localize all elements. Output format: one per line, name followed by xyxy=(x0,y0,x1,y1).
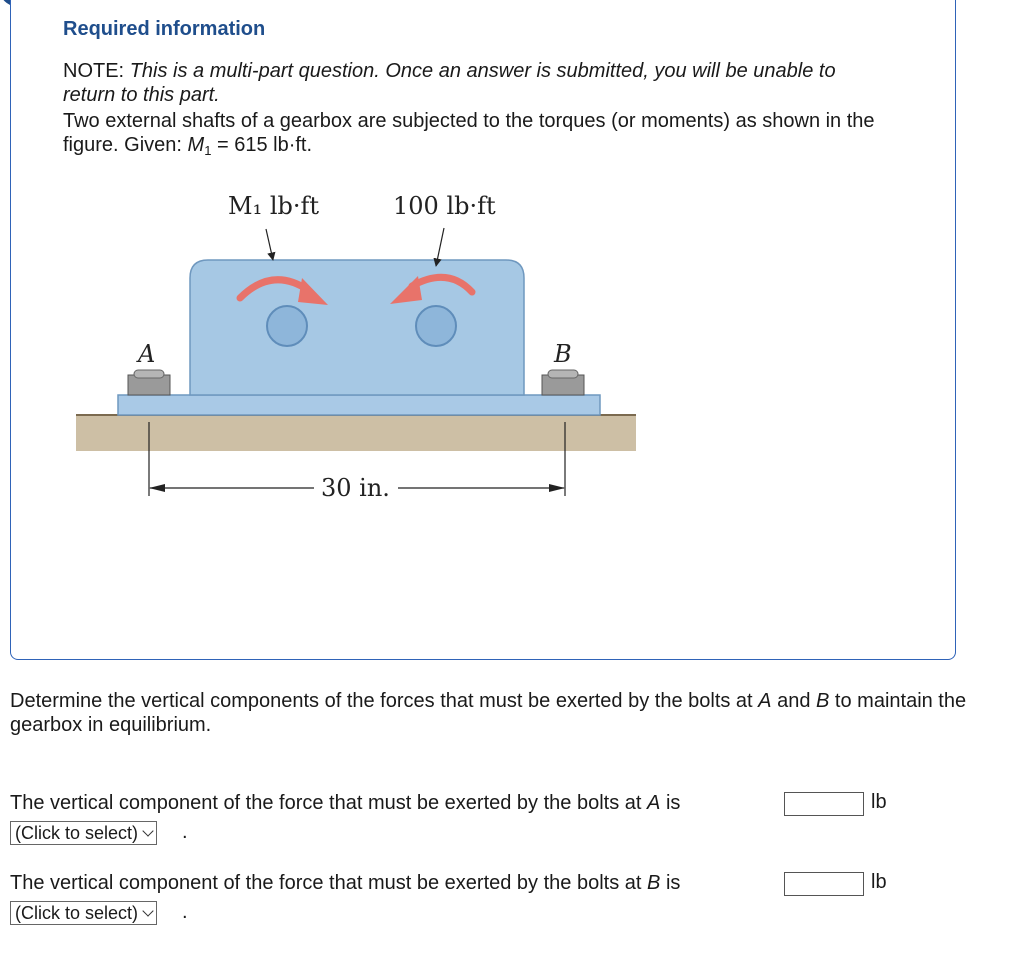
leader-m1 xyxy=(266,229,273,260)
answer-b-var: B xyxy=(647,872,661,894)
answer-b-input[interactable] xyxy=(784,872,864,896)
question-var-a: A xyxy=(758,690,772,712)
label-m1: M₁ lb·ft xyxy=(228,192,320,220)
bolt-b xyxy=(542,370,584,395)
shaft-right xyxy=(416,306,456,346)
given-subscript: 1 xyxy=(204,143,212,158)
bolt-a xyxy=(128,370,170,395)
note-label: NOTE: xyxy=(63,60,125,82)
answer-b-direction-select[interactable] xyxy=(10,901,157,925)
answer-a-var: A xyxy=(647,792,661,814)
answer-b-suffix: is xyxy=(665,872,681,894)
answer-b-prompt xyxy=(10,871,680,895)
question-var-b: B xyxy=(816,690,830,712)
problem-statement xyxy=(63,109,883,163)
answer-a-select-label: (Click to select) xyxy=(15,823,139,843)
question-and: and xyxy=(777,690,811,712)
answer-a-suffix: is xyxy=(665,792,681,814)
label-dimension: 30 in. xyxy=(321,474,390,502)
chevron-down-icon xyxy=(142,905,153,916)
answer-a-direction-select[interactable] xyxy=(10,821,157,845)
answer-a-period: . xyxy=(182,821,188,843)
answer-b-unit: lb xyxy=(871,871,887,893)
question-text xyxy=(10,689,1010,737)
problem-text: Two external shafts of a gearbox are subjected to the torques (or moments) as shown in the figure. Given: xyxy=(63,110,875,156)
base-plate xyxy=(118,395,600,415)
answer-a-prefix: The vertical component of the force that must be exerted by the bolts at xyxy=(10,792,642,814)
answer-a-prompt xyxy=(10,791,680,815)
given-variable: M xyxy=(187,134,205,156)
question-part-2: to maintain the gearbox in equilibrium. xyxy=(10,690,967,736)
answer-b-prefix: The vertical component of the force that must be exerted by the bolts at xyxy=(10,872,642,894)
answer-a-unit: lb xyxy=(871,791,887,813)
answer-b-select-label: (Click to select) xyxy=(15,903,139,923)
label-a: A xyxy=(138,340,156,368)
label-b: B xyxy=(554,340,572,368)
gearbox-housing xyxy=(190,260,524,395)
note-body: This is a multi-part question. Once an answer is submitted, you will be unable to return to this part. xyxy=(63,60,836,106)
shaft-left xyxy=(267,306,307,346)
note-text xyxy=(63,59,863,107)
question-part-1: Determine the vertical components of the forces that must be exerted by the bolts at xyxy=(10,690,753,712)
given-value: = 615 lb·ft. xyxy=(216,134,313,156)
required-info-title: Required information xyxy=(63,18,266,40)
answer-a-input[interactable] xyxy=(784,792,864,816)
chevron-down-icon xyxy=(142,825,153,836)
label-100: 100 lb·ft xyxy=(393,192,496,220)
gearbox-figure xyxy=(60,182,650,512)
ground xyxy=(76,415,636,451)
answer-b-period: . xyxy=(182,901,188,923)
